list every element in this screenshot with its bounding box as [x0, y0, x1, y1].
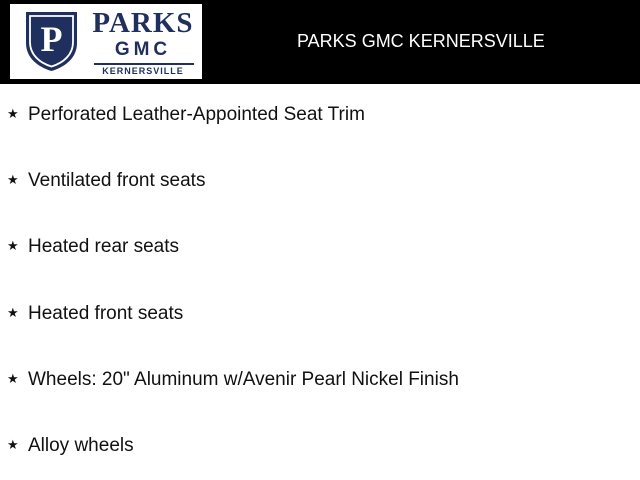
feature-label: Ventilated front seats: [28, 170, 206, 191]
header-bar: [0, 0, 640, 84]
feature-label: Heated front seats: [28, 303, 184, 324]
page-title: PARKS GMC KERNERSVILLE: [297, 31, 545, 51]
star-icon: ★: [7, 438, 19, 453]
feature-label: Heated rear seats: [28, 236, 180, 257]
star-icon: ★: [7, 306, 19, 321]
logo-divider: [94, 63, 194, 65]
star-icon: ★: [7, 107, 19, 122]
logo-word-gmc: GMC: [114, 39, 172, 60]
list-item: [0, 236, 640, 266]
logo-word-parks: PARKS: [92, 7, 194, 39]
list-item: [0, 303, 640, 333]
feature-label: Alloy wheels: [28, 435, 134, 456]
star-icon: ★: [7, 239, 19, 254]
list-item: [0, 170, 640, 200]
dealer-logo[interactable]: [10, 4, 202, 79]
logo-shield-letter: P: [40, 19, 63, 59]
shield-icon: [23, 9, 80, 73]
logo-word-location: KERNERSVILLE: [102, 66, 184, 76]
star-icon: ★: [7, 173, 19, 188]
list-item: [0, 104, 640, 134]
list-item: [0, 369, 640, 399]
star-icon: ★: [7, 372, 19, 387]
list-item: [0, 435, 640, 465]
feature-label: Perforated Leather-Appointed Seat Trim: [28, 104, 365, 125]
feature-label: Wheels: 20" Aluminum w/Avenir Pearl Nickel Finish: [28, 369, 459, 390]
